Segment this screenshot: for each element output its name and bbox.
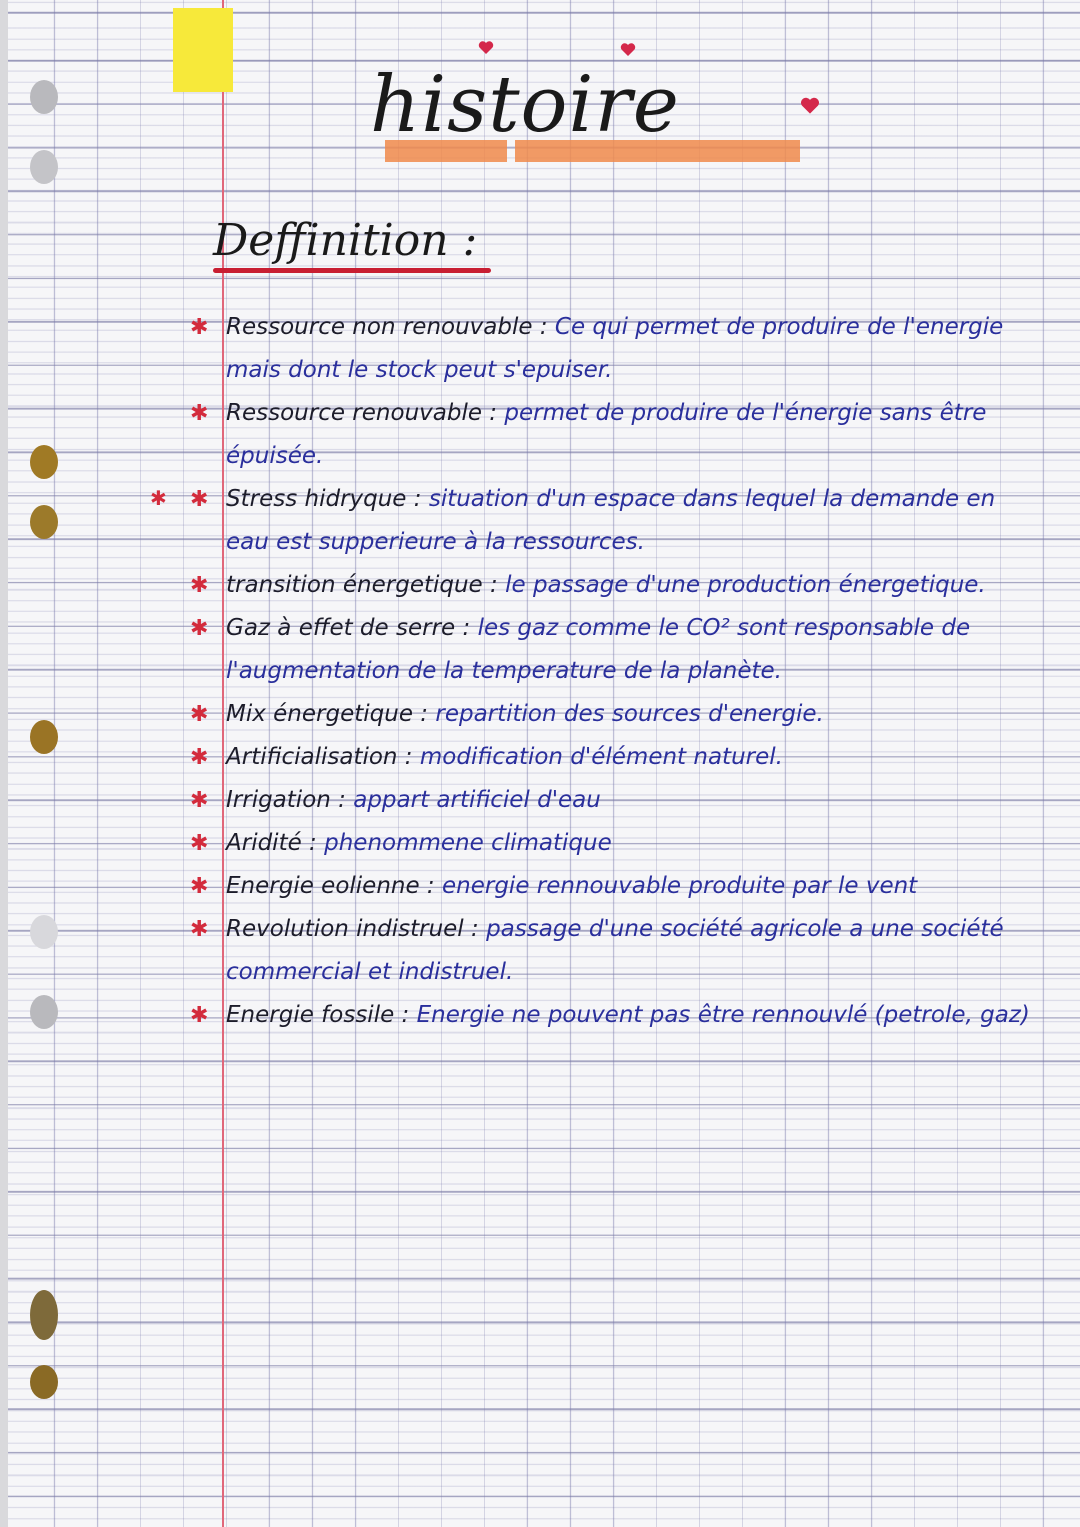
definition-text: appart artificiel d'eau (353, 787, 601, 813)
definition-item (190, 779, 1040, 822)
definition-item (190, 306, 1040, 392)
definition-item (190, 478, 1040, 564)
definition-item (190, 865, 1040, 908)
definition-item (190, 994, 1040, 1037)
binder-hole (30, 995, 58, 1029)
definition-text: repartition des sources d'energie. (435, 701, 824, 727)
definition-text: Ce qui permet de produire de l'energie mais dont le stock peut s'epuiser. (226, 314, 1004, 383)
definition-term: Energie fossile : (226, 1002, 410, 1028)
definition-text: les gaz comme le CO² sont responsable de l'augmentation de la temperature de la planète. (226, 615, 971, 684)
definition-list (190, 306, 1040, 1037)
binder-hole (30, 720, 58, 754)
definition-term: transition énergetique : (226, 572, 498, 598)
definition-item (190, 908, 1040, 994)
definition-term: Aridité : (226, 830, 317, 856)
star-bullet-icon: ✱ (190, 1003, 209, 1028)
heart-icon (620, 42, 636, 57)
definition-term: Ressource non renouvable : (226, 314, 548, 340)
binder-hole (30, 1290, 58, 1340)
binder-hole (30, 505, 58, 539)
binder-hole (30, 445, 58, 479)
star-bullet-icon: ✱ (190, 487, 209, 512)
definition-item (190, 564, 1040, 607)
definition-text: modification d'élément naturel. (419, 744, 783, 770)
star-icon: ✱ (150, 488, 167, 510)
definition-term: Gaz à effet de serre : (226, 615, 471, 641)
binder-hole (30, 80, 58, 114)
heart-icon (478, 40, 494, 55)
definition-item (190, 736, 1040, 779)
definition-text: situation d'un espace dans lequel la demande en eau est supperieure à la ressources. (226, 486, 996, 555)
star-bullet-icon: ✱ (190, 401, 209, 426)
definition-item (190, 392, 1040, 478)
section-heading: Deffinition : (213, 215, 478, 266)
definition-text: Energie ne pouvent pas être rennouvlé (petrole, gaz) (416, 1002, 1030, 1028)
definition-item (190, 822, 1040, 865)
definition-item (190, 693, 1040, 736)
definition-item (190, 607, 1040, 693)
definition-term: Energie eolienne : (226, 873, 435, 899)
definition-text: energie rennouvable produite par le vent (442, 873, 918, 899)
definition-term: Revolution indistruel : (226, 916, 479, 942)
heading-underline (213, 268, 491, 273)
definition-term: Ressource renouvable : (226, 400, 498, 426)
star-bullet-icon: ✱ (190, 831, 209, 856)
star-bullet-icon: ✱ (190, 702, 209, 727)
sticky-note (173, 8, 233, 92)
star-bullet-icon: ✱ (190, 745, 209, 770)
star-bullet-icon: ✱ (190, 616, 209, 641)
definition-term: Stress hidryque : (226, 486, 422, 512)
definition-term: Irrigation : (226, 787, 346, 813)
definition-term: Artificialisation : (226, 744, 413, 770)
page-title: histoire (370, 60, 680, 150)
star-bullet-icon: ✱ (190, 788, 209, 813)
definition-text: phenommene climatique (324, 830, 612, 856)
binder-hole (30, 150, 58, 184)
star-bullet-icon: ✱ (190, 315, 209, 340)
definition-text: passage d'une société agricole a une société commercial et indistruel. (226, 916, 1004, 985)
star-bullet-icon: ✱ (190, 917, 209, 942)
star-bullet-icon: ✱ (190, 874, 209, 899)
heart-icon (800, 96, 820, 115)
definition-text: le passage d'une production énergetique. (505, 572, 986, 598)
definition-text: permet de produire de l'énergie sans être épuisée. (226, 400, 987, 469)
star-bullet-icon: ✱ (190, 573, 209, 598)
definition-term: Mix énergetique : (226, 701, 429, 727)
binder-hole (30, 1365, 58, 1399)
binder-hole (30, 915, 58, 949)
